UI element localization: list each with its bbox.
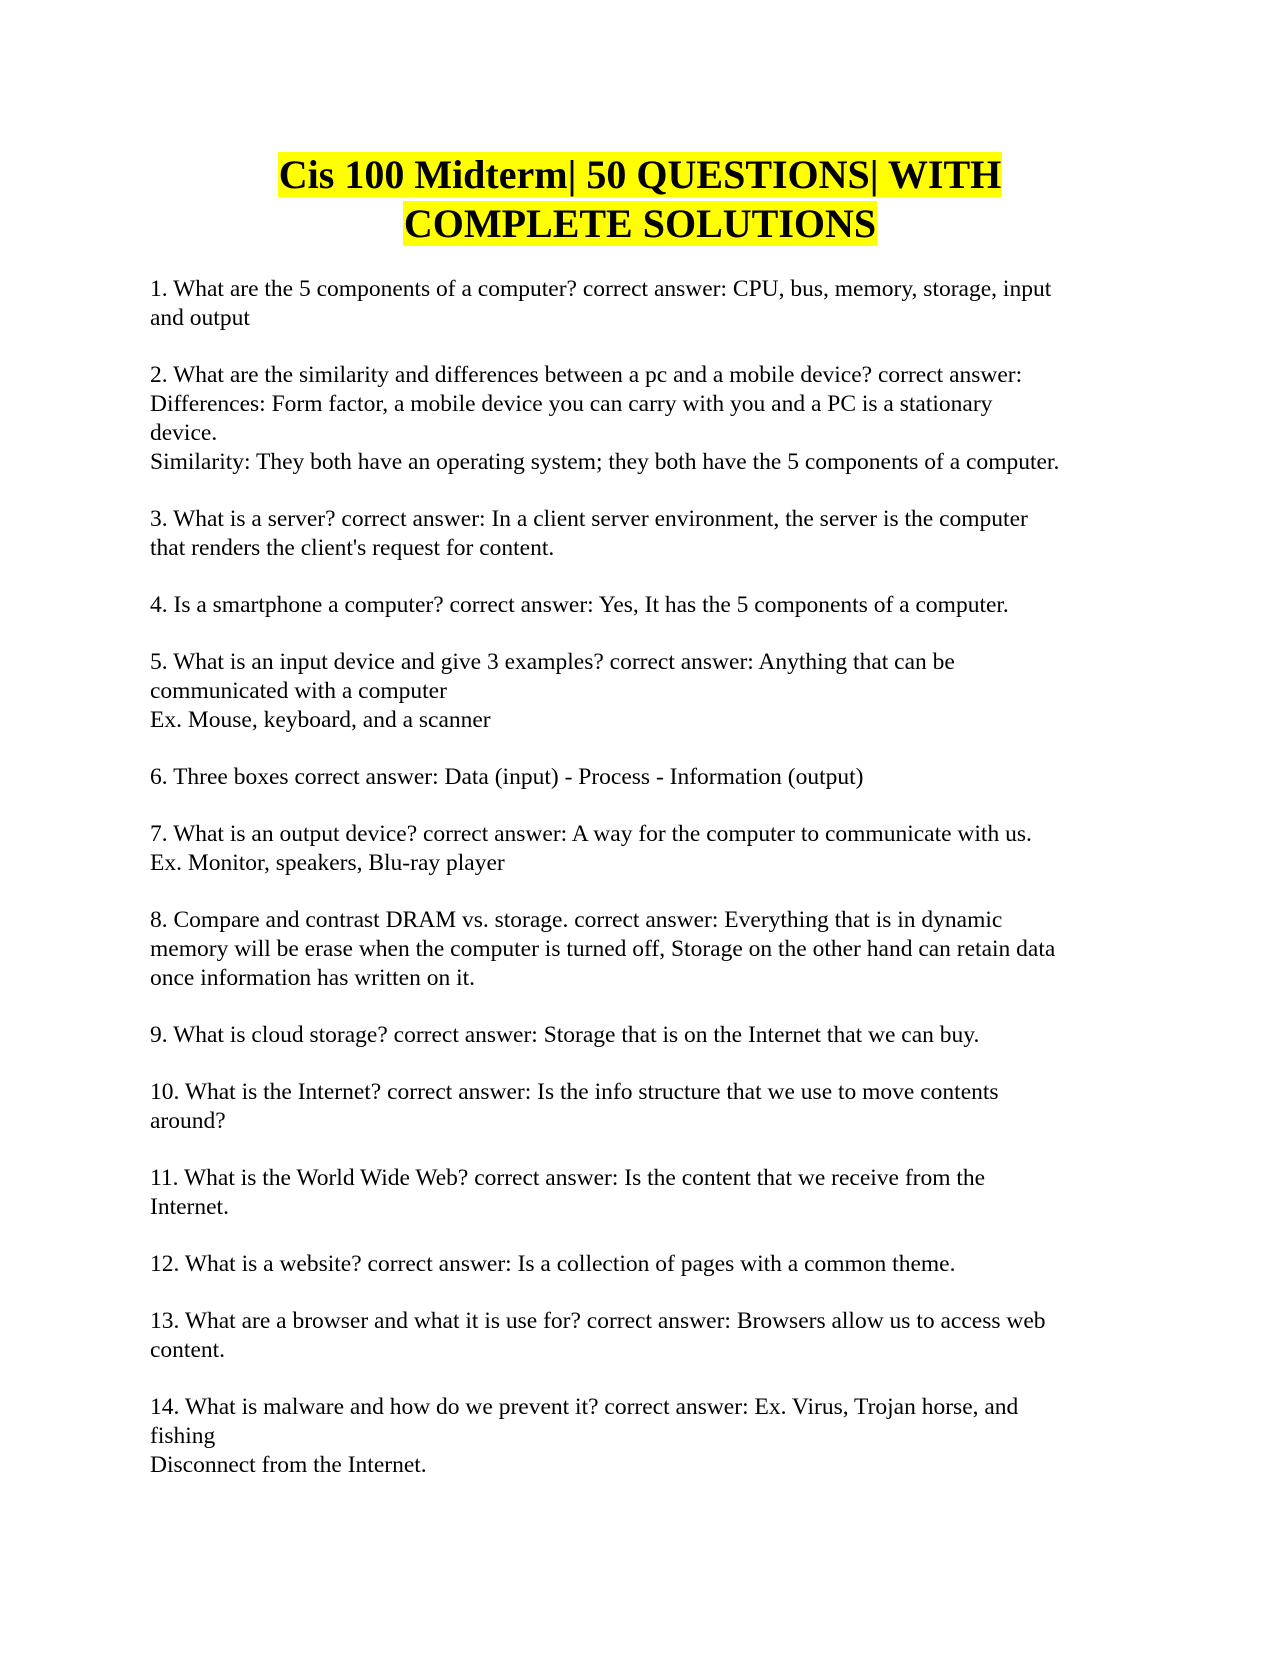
question-text-line: memory will be erase when the computer is turned off, Storage on the other hand can retain data — [150, 936, 1056, 962]
question-text-line: that renders the client's request for content. — [150, 535, 555, 561]
question-text-line: 4. Is a smartphone a computer? correct answer: Yes, It has the 5 components of a computer. — [150, 592, 1009, 618]
question-item — [150, 763, 1150, 792]
question-item — [150, 361, 1150, 477]
question-text-line: fishing — [150, 1423, 216, 1449]
question-list — [150, 275, 1150, 1508]
question-text-line: Internet. — [150, 1194, 229, 1220]
question-text-line: 12. What is a website? correct answer: Is a collection of pages with a common theme. — [150, 1251, 956, 1277]
question-text-line: around? — [150, 1108, 226, 1134]
question-text-line: 6. Three boxes correct answer: Data (input) - Process - Information (output) — [150, 764, 864, 790]
question-text-line: and output — [150, 305, 250, 331]
question-text-line: Differences: Form factor, a mobile device you can carry with you and a PC is a stationary — [150, 391, 993, 417]
question-item — [150, 1307, 1150, 1365]
question-item — [150, 906, 1150, 993]
question-text-line: Ex. Mouse, keyboard, and a scanner — [150, 707, 491, 733]
question-text-line: 2. What are the similarity and differences between a pc and a mobile device? correct answer: — [150, 362, 1023, 388]
question-text-line: 5. What is an input device and give 3 examples? correct answer: Anything that can be — [150, 649, 955, 675]
question-text-line: Disconnect from the Internet. — [150, 1452, 427, 1478]
title-line-1: Cis 100 Midterm| 50 QUESTIONS| WITH — [278, 152, 1002, 197]
question-text-line: 14. What is malware and how do we prevent it? correct answer: Ex. Virus, Trojan horse, and — [150, 1394, 1019, 1420]
question-text-line: communicated with a computer — [150, 678, 447, 704]
question-text-line: 10. What is the Internet? correct answer: Is the info structure that we use to move contents — [150, 1079, 999, 1105]
question-text-line: 11. What is the World Wide Web? correct answer: Is the content that we receive from the — [150, 1165, 986, 1191]
question-text-line: once information has written on it. — [150, 965, 476, 991]
question-item — [150, 820, 1150, 878]
question-text-line: 13. What are a browser and what it is use for? correct answer: Browsers allow us to access web — [150, 1308, 1046, 1334]
question-text-line: 8. Compare and contrast DRAM vs. storage. correct answer: Everything that is in dynamic — [150, 907, 1003, 933]
question-item — [150, 648, 1150, 735]
question-item — [150, 1164, 1150, 1222]
question-text-line: 3. What is a server? correct answer: In a client server environment, the server is the computer — [150, 506, 1028, 532]
question-item — [150, 505, 1150, 563]
question-item — [150, 1021, 1150, 1050]
question-item — [150, 275, 1150, 333]
question-text-line: 7. What is an output device? correct answer: A way for the computer to communicate with us. — [150, 821, 1032, 847]
question-item — [150, 591, 1150, 620]
question-item — [150, 1078, 1150, 1136]
question-text-line: 1. What are the 5 components of a computer? correct answer: CPU, bus, memory, storage, input — [150, 276, 1052, 302]
title-line-2: COMPLETE SOLUTIONS — [403, 201, 877, 246]
document-title — [150, 150, 1130, 248]
question-text-line: 9. What is cloud storage? correct answer: Storage that is on the Internet that we can buy. — [150, 1022, 980, 1048]
question-text-line: Ex. Monitor, speakers, Blu-ray player — [150, 850, 505, 876]
question-text-line: device. — [150, 420, 218, 446]
question-item — [150, 1250, 1150, 1279]
question-text-line: Similarity: They both have an operating system; they both have the 5 components of a computer. — [150, 449, 1060, 475]
question-item — [150, 1393, 1150, 1480]
question-text-line: content. — [150, 1337, 226, 1363]
